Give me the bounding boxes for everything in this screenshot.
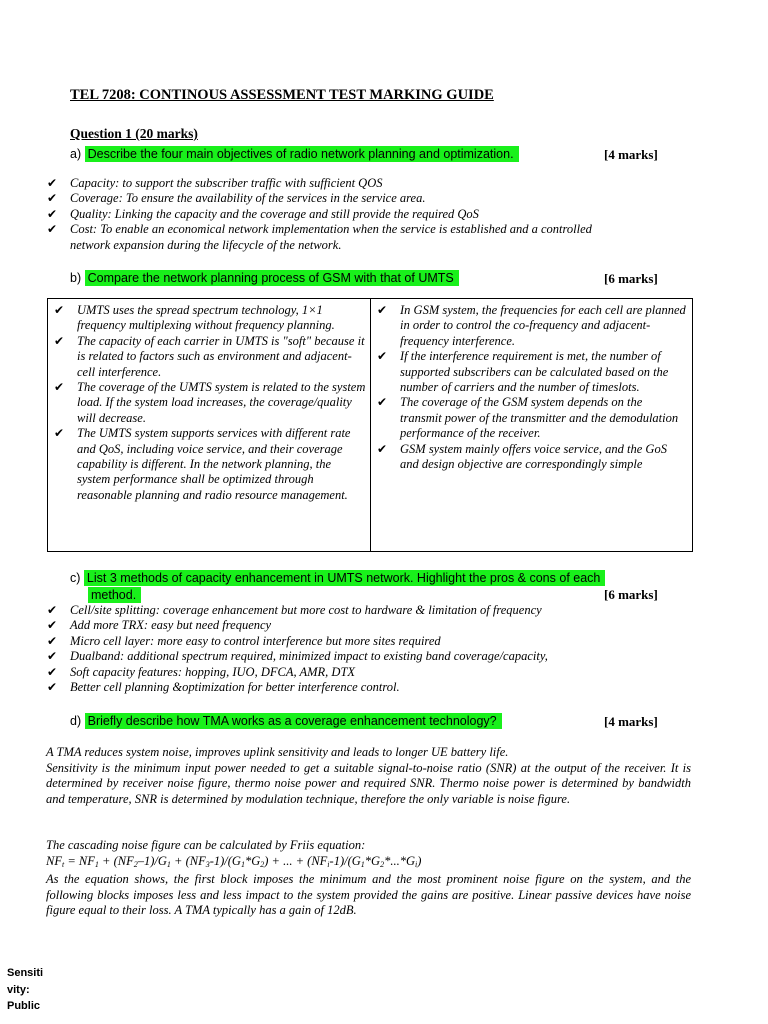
check-icon: ✔ bbox=[377, 441, 388, 456]
list-item: ✔ Add more TRX: easy but need frequency bbox=[47, 618, 272, 633]
question-c-text: List 3 methods of capacity enhancement in UMTS network. Highlight the pros & cons of each bbox=[84, 570, 605, 586]
table-cell-item: ✔ GSM system mainly offers voice service, and the GoS and design objective are correspondingly simple bbox=[377, 441, 667, 472]
check-icon: ✔ bbox=[47, 664, 58, 679]
list-item: ✔ Capacity: to support the subscriber traffic with sufficient QOS bbox=[47, 176, 383, 190]
list-item: ✔ Quality: Linking the capacity and the coverage and still provide the required QoS bbox=[47, 206, 479, 221]
question-b-letter: b) bbox=[70, 271, 82, 285]
table-cell-item: ✔ The coverage of the GSM system depends on the transmit power of the transmitter and the demodulation performance of the receiver. bbox=[377, 395, 679, 441]
list-item: ✔ Coverage: To ensure the availability of the services in the service area. bbox=[47, 191, 426, 206]
table-cell-item: ✔ The coverage of the UMTS system is related to the system load. If the system load increases, the coverage/quality will decrease. bbox=[54, 380, 366, 425]
table-cell-item: ✔ In GSM system, the frequencies for each cell are planned in order to control the co-frequency and adjacent-frequency interference. bbox=[377, 303, 686, 348]
answer-d-text: Sensitivity is the minimum input power needed to get a suitable signal-to-noise ratio (SNR) at the output of the receiver. It is determined by receiver noise figure, thermo noise power and required SNR. Thermo noise power is determined by bandwidth and temperature, SNR is determined by modulation technique, therefore the only variable is noise figure. bbox=[46, 760, 691, 806]
question-a-letter: a) bbox=[70, 147, 82, 161]
answer-d-paragraph-2 bbox=[46, 838, 691, 919]
check-icon: ✔ bbox=[47, 191, 58, 206]
check-icon: ✔ bbox=[47, 649, 58, 664]
check-icon: ✔ bbox=[47, 206, 58, 221]
table-cell-item: ✔ If the interference requirement is met, the number of supported subscribers can be calculated based on the number of carriers and the number of timeslots. bbox=[377, 349, 669, 395]
list-item: ✔ Dualband: additional spectrum required, minimized impact to existing band coverage/capacity, bbox=[47, 649, 548, 664]
question-c-letter: c) bbox=[70, 571, 81, 585]
question-a bbox=[70, 147, 519, 161]
check-icon: ✔ bbox=[54, 380, 65, 395]
list-item: ✔ Cost: To enable an economical network implementation when the service is established and a controlled bbox=[47, 222, 592, 237]
check-icon: ✔ bbox=[47, 680, 58, 695]
friis-equation: $NF_t = NF_1 + (NF_2-1)/G_1 + (NF_3-1)/(G_1*G_2)$ + ... + $(NF_i-1)/(G_1*G_2*...*G_i)$ bbox=[46, 853, 422, 869]
question-b-marks: [6 marks] bbox=[604, 271, 658, 286]
check-icon: ✔ bbox=[47, 176, 58, 190]
list-item-continuation: network expansion during the lifecycle of the network. bbox=[70, 237, 342, 252]
check-icon: ✔ bbox=[54, 426, 65, 441]
answer-list-c bbox=[47, 603, 697, 695]
question-a-marks: [4 marks] bbox=[604, 147, 658, 162]
sensitivity-label: Sensiti vity: Public bbox=[7, 967, 44, 1012]
check-icon: ✔ bbox=[54, 303, 65, 317]
question-d-marks: [4 marks] bbox=[604, 714, 658, 729]
table-cell-item: ✔ The UMTS system supports services with different rate and QoS, including voice service, and their coverage capability is different. In the network planning, the system performance shall be optimized through reasonable planning and radio resource management. bbox=[54, 426, 351, 502]
question-d-text: Briefly describe how TMA works as a coverage enhancement technology? bbox=[85, 713, 502, 729]
check-icon: ✔ bbox=[47, 633, 58, 648]
check-icon: ✔ bbox=[47, 603, 58, 617]
document-title: TEL 7208: CONTINOUS ASSESSMENT TEST MARKING GUIDE bbox=[70, 87, 494, 103]
list-item: ✔ Micro cell layer: more easy to control interference but more sites required bbox=[47, 633, 441, 648]
list-item: ✔ Better cell planning &optimization for better interference control. bbox=[47, 680, 400, 695]
question-b bbox=[70, 271, 459, 285]
question-b-text: Compare the network planning process of GSM with that of UMTS bbox=[85, 270, 459, 286]
question-c-continuation: method. bbox=[88, 588, 141, 602]
table-divider bbox=[370, 299, 371, 551]
check-icon: ✔ bbox=[377, 395, 388, 410]
question-d-letter: d) bbox=[70, 714, 82, 728]
table-cell-item: ✔ The capacity of each carrier in UMTS is "soft" because it is related to factors such as environment and adjacent-cell interference. bbox=[54, 333, 365, 379]
answer-list-a bbox=[47, 176, 697, 253]
question-d bbox=[70, 714, 502, 728]
answer-d-line: The cascading noise figure can be calculated by Friis equation: bbox=[46, 838, 366, 852]
list-item: ✔ Cell/site splitting: coverage enhancement but more cost to hardware & limitation of frequency bbox=[47, 603, 542, 617]
question-a-text: Describe the four main objectives of radio network planning and optimization. bbox=[85, 146, 519, 162]
check-icon: ✔ bbox=[47, 222, 58, 237]
answer-d-line: A TMA reduces system noise, improves uplink sensitivity and leads to longer UE battery life. bbox=[46, 745, 509, 759]
question-heading: Question 1 (20 marks) bbox=[70, 126, 198, 141]
check-icon: ✔ bbox=[54, 333, 65, 348]
table-cell-item: ✔ UMTS uses the spread spectrum technology, 1×1 frequency multiplexing without frequency planning. bbox=[54, 303, 335, 333]
question-c-marks: [6 marks] bbox=[604, 587, 658, 602]
answer-d-text: As the equation shows, the first block imposes the minimum and the most prominent noise figure on the system, and the following blocks imposes less and less impact to the system provided the gains are positive. Linear passive devices have noise figure equal to their loss. A TMA typically has a gain of 12dB. bbox=[46, 872, 691, 918]
gsm-column bbox=[377, 303, 687, 472]
check-icon: ✔ bbox=[377, 349, 388, 364]
question-c bbox=[70, 571, 605, 585]
comparison-table bbox=[47, 298, 693, 552]
list-item: ✔ Soft capacity features: hopping, IUO, DFCA, AMR, DTX bbox=[47, 664, 356, 679]
umts-column bbox=[54, 303, 366, 503]
check-icon: ✔ bbox=[47, 618, 58, 633]
check-icon: ✔ bbox=[377, 303, 388, 317]
answer-d-paragraph-1 bbox=[46, 745, 691, 807]
